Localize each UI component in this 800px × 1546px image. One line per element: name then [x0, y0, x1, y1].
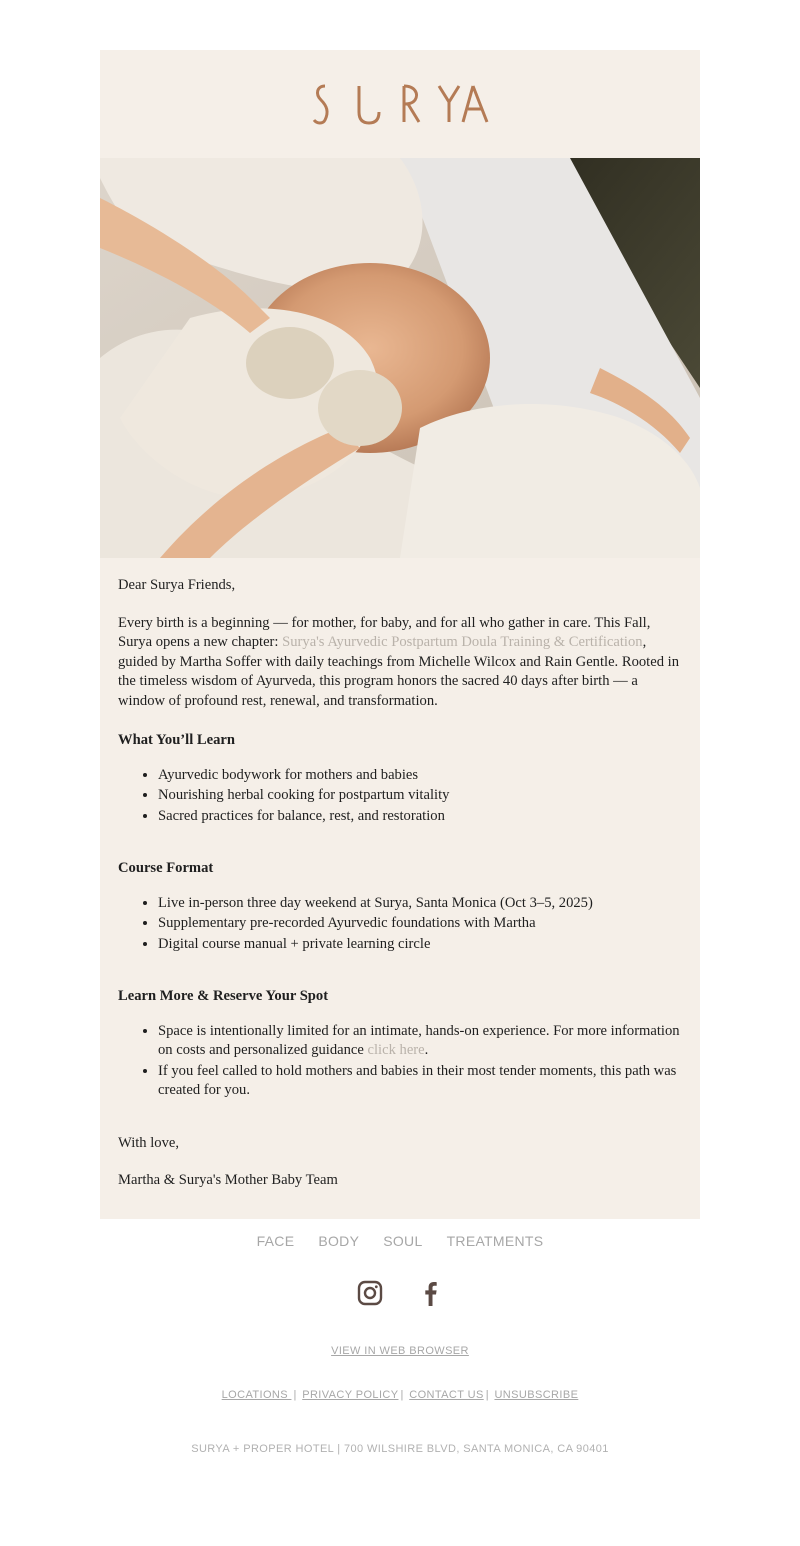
facebook-icon	[417, 1279, 443, 1307]
nav-body[interactable]: BODY	[318, 1233, 360, 1249]
surya-logo-link[interactable]	[311, 82, 489, 126]
instagram-icon	[357, 1279, 383, 1307]
list-item: • Ayurvedic bodywork for mothers and babies	[158, 766, 682, 786]
reserve-list	[158, 1022, 682, 1101]
doula-training-link[interactable]: Surya's Ayurvedic Postpartum Doula Training & Certification	[282, 634, 643, 650]
separator: |	[400, 1389, 404, 1401]
nav-treatments[interactable]: TREATMENTS	[446, 1233, 544, 1249]
email-container	[100, 50, 700, 1219]
format-list	[158, 894, 682, 955]
list-item: • Nourishing herbal cooking for postpartum vitality	[158, 786, 682, 806]
view-in-browser	[0, 1345, 800, 1357]
nav-face[interactable]: FACE	[256, 1233, 295, 1249]
footer-links	[0, 1389, 800, 1401]
email-header	[100, 50, 700, 158]
locations-link[interactable]: LOCATIONS	[221, 1389, 292, 1401]
surya-logo	[311, 82, 489, 126]
learn-heading: What You’ll Learn	[118, 732, 236, 748]
format-heading: Course Format	[118, 860, 214, 876]
list-item: • Digital course manual + private learning circle	[158, 935, 682, 955]
list-item: • Space is intentionally limited for an intimate, hands-on experience. For more information on costs and personalized guidance click here.	[158, 1022, 682, 1061]
list-item: • If you feel called to hold mothers and babies in their most tender moments, this path was created for you.	[158, 1062, 682, 1101]
click-here-link[interactable]: click here	[367, 1042, 425, 1058]
list-item: • Live in-person three day weekend at Surya, Santa Monica (Oct 3–5, 2025)	[158, 894, 682, 914]
contact-us-link[interactable]: CONTACT US	[409, 1389, 484, 1401]
facebook-link[interactable]	[417, 1279, 443, 1307]
footer-address: SURYA + PROPER HOTEL | 700 WILSHIRE BLVD, SANTA MONICA, CA 90401	[191, 1443, 609, 1455]
reserve-heading: Learn More & Reserve Your Spot	[118, 988, 329, 1004]
separator: |	[293, 1389, 297, 1401]
greeting: Dear Surya Friends,	[118, 577, 236, 593]
nav-soul[interactable]: SOUL	[383, 1233, 423, 1249]
list-item: • Supplementary pre-recorded Ayurvedic foundations with Martha	[158, 914, 682, 934]
footer-nav	[0, 1233, 800, 1249]
view-in-browser-link[interactable]: VIEW IN WEB BROWSER	[331, 1345, 469, 1357]
separator: |	[485, 1389, 489, 1401]
instagram-link[interactable]	[357, 1279, 383, 1307]
unsubscribe-link[interactable]: UNSUBSCRIBE	[494, 1389, 579, 1401]
closing: With love,	[118, 1134, 180, 1151]
list-item: • Sacred practices for balance, rest, and restoration	[158, 807, 682, 827]
footer	[0, 1233, 800, 1455]
privacy-policy-link[interactable]: PRIVACY POLICY	[302, 1389, 399, 1401]
intro-paragraph: Every birth is a beginning — for mother, for baby, and for all who gather in care. This Fall, Surya opens a new chapter: Surya's Ayurvedic Postpartum Doula Training & Certification, guided by Martha Soffer with daily teachings from Michelle Wilcox and Rain Gentle. Rooted in the timeless wisdom of Ayurveda, this program honors the sacred 40 days after birth — a window of profound rest, renewal, and transformation.	[118, 614, 680, 709]
learn-list	[158, 766, 682, 827]
social-links	[0, 1279, 800, 1307]
signature: Martha & Surya's Mother Baby Team	[118, 1172, 338, 1188]
hero-image[interactable]	[100, 158, 700, 558]
email-body	[100, 558, 700, 1219]
